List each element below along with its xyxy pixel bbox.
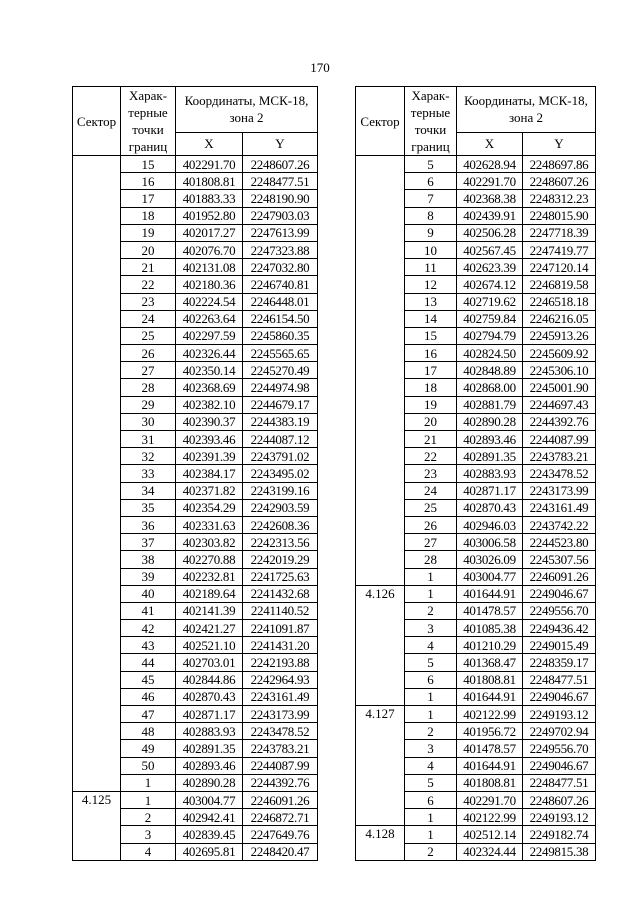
sector-cell: 4.125 [73, 791, 121, 860]
y-coordinate-cell: 2242019.29 [243, 551, 318, 568]
y-coordinate-cell: 2245609.92 [523, 345, 596, 362]
y-coordinate-cell: 2247903.03 [243, 207, 318, 224]
point-number-cell: 5 [405, 774, 457, 791]
header-characteristic-points [405, 87, 457, 156]
point-number-cell: 4 [405, 637, 457, 654]
x-coordinate-cell: 401478.57 [457, 602, 523, 619]
point-number-cell: 31 [121, 431, 176, 448]
point-number-cell: 7 [405, 190, 457, 207]
x-coordinate-cell: 402232.81 [176, 568, 243, 585]
y-coordinate-cell: 2244679.17 [243, 396, 318, 413]
point-number-cell: 3 [405, 620, 457, 637]
point-number-cell: 38 [121, 551, 176, 568]
point-number-cell: 47 [121, 706, 176, 723]
point-number-cell: 6 [405, 791, 457, 808]
y-coordinate-cell: 2244087.12 [243, 431, 318, 448]
y-coordinate-cell: 2243173.99 [523, 482, 596, 499]
x-coordinate-cell: 402719.62 [457, 293, 523, 310]
point-number-cell: 30 [121, 413, 176, 430]
y-coordinate-cell: 2247649.76 [243, 826, 318, 843]
point-number-cell: 48 [121, 723, 176, 740]
table-row [73, 791, 318, 808]
y-coordinate-cell: 2245913.26 [523, 327, 596, 344]
point-number-cell: 49 [121, 740, 176, 757]
point-number-cell: 43 [121, 637, 176, 654]
y-coordinate-cell: 2244392.76 [523, 413, 596, 430]
x-coordinate-cell: 403004.77 [176, 791, 243, 808]
point-number-cell: 37 [121, 534, 176, 551]
point-number-cell: 22 [121, 276, 176, 293]
point-number-cell: 1 [405, 809, 457, 826]
x-coordinate-cell: 402371.82 [176, 482, 243, 499]
point-number-cell: 26 [405, 516, 457, 533]
sector-cell: 4.128 [356, 826, 405, 860]
y-coordinate-cell: 2246091.26 [243, 791, 318, 808]
point-number-cell: 18 [121, 207, 176, 224]
y-coordinate-cell: 2244383.19 [243, 413, 318, 430]
header-y: Y [523, 132, 596, 155]
point-number-cell: 35 [121, 499, 176, 516]
point-number-cell: 27 [405, 534, 457, 551]
coordinates-table-left [72, 86, 318, 861]
y-coordinate-cell: 2248477.51 [523, 774, 596, 791]
y-coordinate-cell: 2243199.16 [243, 482, 318, 499]
x-coordinate-cell: 402890.28 [176, 774, 243, 791]
header-characteristic-points-label: Харак-терные точки границ [128, 88, 168, 154]
sector-cell [356, 156, 405, 586]
point-number-cell: 2 [405, 602, 457, 619]
y-coordinate-cell: 2249015.49 [523, 637, 596, 654]
point-number-cell: 23 [405, 465, 457, 482]
x-coordinate-cell: 402893.46 [176, 757, 243, 774]
point-number-cell: 17 [405, 362, 457, 379]
x-coordinate-cell: 401808.81 [457, 774, 523, 791]
y-coordinate-cell: 2248190.90 [243, 190, 318, 207]
point-number-cell: 15 [121, 156, 176, 173]
y-coordinate-cell: 2249182.74 [523, 826, 596, 843]
point-number-cell: 21 [121, 259, 176, 276]
x-coordinate-cell: 402076.70 [176, 241, 243, 258]
x-coordinate-cell: 401644.91 [457, 585, 523, 602]
point-number-cell: 19 [405, 396, 457, 413]
x-coordinate-cell: 402674.12 [457, 276, 523, 293]
x-coordinate-cell: 402326.44 [176, 345, 243, 362]
y-coordinate-cell: 2247032.80 [243, 259, 318, 276]
x-coordinate-cell: 402291.70 [457, 791, 523, 808]
y-coordinate-cell: 2249436.42 [523, 620, 596, 637]
y-coordinate-cell: 2249046.67 [523, 757, 596, 774]
x-coordinate-cell: 403006.58 [457, 534, 523, 551]
point-number-cell: 44 [121, 654, 176, 671]
y-coordinate-cell: 2244087.99 [243, 757, 318, 774]
x-coordinate-cell: 402439.91 [457, 207, 523, 224]
point-number-cell: 14 [405, 310, 457, 327]
point-number-cell: 4 [121, 843, 176, 860]
x-coordinate-cell: 401210.29 [457, 637, 523, 654]
y-coordinate-cell: 2249556.70 [523, 602, 596, 619]
sector-cell: 4.126 [356, 585, 405, 705]
point-number-cell: 2 [405, 843, 457, 860]
y-coordinate-cell: 2246518.18 [523, 293, 596, 310]
point-number-cell: 16 [405, 345, 457, 362]
y-coordinate-cell: 2249193.12 [523, 706, 596, 723]
y-coordinate-cell: 2242608.36 [243, 516, 318, 533]
y-coordinate-cell: 2247419.77 [523, 241, 596, 258]
page-number: 170 [310, 60, 330, 75]
y-coordinate-cell: 2245270.49 [243, 362, 318, 379]
x-coordinate-cell: 402868.00 [457, 379, 523, 396]
point-number-cell: 2 [121, 809, 176, 826]
table-row [356, 585, 596, 602]
y-coordinate-cell: 2241091.87 [243, 620, 318, 637]
x-coordinate-cell: 402384.17 [176, 465, 243, 482]
point-number-cell: 19 [121, 224, 176, 241]
y-coordinate-cell: 2244392.76 [243, 774, 318, 791]
y-coordinate-cell: 2249702.94 [523, 723, 596, 740]
x-coordinate-cell: 402512.14 [457, 826, 523, 843]
point-number-cell: 40 [121, 585, 176, 602]
y-coordinate-cell: 2249046.67 [523, 585, 596, 602]
x-coordinate-cell: 402844.86 [176, 671, 243, 688]
y-coordinate-cell: 2243495.02 [243, 465, 318, 482]
y-coordinate-cell: 2248607.26 [523, 173, 596, 190]
x-coordinate-cell: 402628.94 [457, 156, 523, 173]
coordinates-table-right [355, 86, 596, 861]
y-coordinate-cell: 2245001.90 [523, 379, 596, 396]
header-coords-label: Координаты, МСК-18, зона 2 [464, 93, 588, 126]
point-number-cell: 17 [121, 190, 176, 207]
x-coordinate-cell: 402870.43 [457, 499, 523, 516]
table-body-right [356, 156, 596, 861]
header-x: X [457, 132, 523, 155]
point-number-cell: 39 [121, 568, 176, 585]
y-coordinate-cell: 2249556.70 [523, 740, 596, 757]
y-coordinate-cell: 2248359.17 [523, 654, 596, 671]
y-coordinate-cell: 2241140.52 [243, 602, 318, 619]
x-coordinate-cell: 401808.81 [176, 173, 243, 190]
x-coordinate-cell: 402393.46 [176, 431, 243, 448]
point-number-cell: 1 [405, 826, 457, 843]
y-coordinate-cell: 2243478.52 [523, 465, 596, 482]
point-number-cell: 50 [121, 757, 176, 774]
point-number-cell: 15 [405, 327, 457, 344]
x-coordinate-cell: 402421.27 [176, 620, 243, 637]
y-coordinate-cell: 2243742.22 [523, 516, 596, 533]
y-coordinate-cell: 2246091.26 [523, 568, 596, 585]
point-number-cell: 25 [121, 327, 176, 344]
point-number-cell: 23 [121, 293, 176, 310]
x-coordinate-cell: 402297.59 [176, 327, 243, 344]
x-coordinate-cell: 402324.44 [457, 843, 523, 860]
y-coordinate-cell: 2248697.86 [523, 156, 596, 173]
x-coordinate-cell: 402368.69 [176, 379, 243, 396]
y-coordinate-cell: 2244087.99 [523, 431, 596, 448]
x-coordinate-cell: 402368.38 [457, 190, 523, 207]
y-coordinate-cell: 2248312.23 [523, 190, 596, 207]
x-coordinate-cell: 402131.08 [176, 259, 243, 276]
y-coordinate-cell: 2245306.10 [523, 362, 596, 379]
point-number-cell: 18 [405, 379, 457, 396]
point-number-cell: 28 [121, 379, 176, 396]
point-number-cell: 26 [121, 345, 176, 362]
point-number-cell: 20 [405, 413, 457, 430]
x-coordinate-cell: 402703.01 [176, 654, 243, 671]
point-number-cell: 2 [405, 723, 457, 740]
x-coordinate-cell: 402180.36 [176, 276, 243, 293]
point-number-cell: 1 [121, 774, 176, 791]
point-number-cell: 5 [405, 654, 457, 671]
x-coordinate-cell: 401952.80 [176, 207, 243, 224]
x-coordinate-cell: 402695.81 [176, 843, 243, 860]
y-coordinate-cell: 2248607.26 [243, 156, 318, 173]
header-characteristic-points-label: Харак-терные точки границ [410, 88, 451, 154]
header-sector: Сектор [73, 87, 121, 156]
x-coordinate-cell: 402881.79 [457, 396, 523, 413]
x-coordinate-cell: 402224.54 [176, 293, 243, 310]
x-coordinate-cell: 402506.28 [457, 224, 523, 241]
y-coordinate-cell: 2243161.49 [243, 688, 318, 705]
y-coordinate-cell: 2241431.20 [243, 637, 318, 654]
header-x: X [176, 132, 243, 155]
x-coordinate-cell: 402122.99 [457, 706, 523, 723]
x-coordinate-cell: 402848.89 [457, 362, 523, 379]
header-coords [176, 87, 318, 133]
x-coordinate-cell: 402391.39 [176, 448, 243, 465]
y-coordinate-cell: 2248607.26 [523, 791, 596, 808]
point-number-cell: 29 [121, 396, 176, 413]
point-number-cell: 46 [121, 688, 176, 705]
point-number-cell: 36 [121, 516, 176, 533]
y-coordinate-cell: 2247323.88 [243, 241, 318, 258]
header-y: Y [243, 132, 318, 155]
point-number-cell: 33 [121, 465, 176, 482]
x-coordinate-cell: 402891.35 [457, 448, 523, 465]
y-coordinate-cell: 2245565.65 [243, 345, 318, 362]
sector-cell [73, 156, 121, 792]
x-coordinate-cell: 402354.29 [176, 499, 243, 516]
point-number-cell: 16 [121, 173, 176, 190]
point-number-cell: 11 [405, 259, 457, 276]
y-coordinate-cell: 2249193.12 [523, 809, 596, 826]
x-coordinate-cell: 402189.64 [176, 585, 243, 602]
point-number-cell: 1 [405, 688, 457, 705]
header-coords-label: Координаты, МСК-18, зона 2 [184, 93, 309, 126]
y-coordinate-cell: 2243783.21 [523, 448, 596, 465]
x-coordinate-cell: 402350.14 [176, 362, 243, 379]
point-number-cell: 1 [405, 568, 457, 585]
x-coordinate-cell: 401368.47 [457, 654, 523, 671]
y-coordinate-cell: 2244523.80 [523, 534, 596, 551]
point-number-cell: 5 [405, 156, 457, 173]
point-number-cell: 20 [121, 241, 176, 258]
y-coordinate-cell: 2249815.38 [523, 843, 596, 860]
x-coordinate-cell: 402303.82 [176, 534, 243, 551]
x-coordinate-cell: 402390.37 [176, 413, 243, 430]
x-coordinate-cell: 402839.45 [176, 826, 243, 843]
point-number-cell: 13 [405, 293, 457, 310]
point-number-cell: 45 [121, 671, 176, 688]
y-coordinate-cell: 2243173.99 [243, 706, 318, 723]
x-coordinate-cell: 401883.33 [176, 190, 243, 207]
point-number-cell: 21 [405, 431, 457, 448]
header-sector: Сектор [356, 87, 405, 156]
y-coordinate-cell: 2243791.02 [243, 448, 318, 465]
x-coordinate-cell: 401644.91 [457, 688, 523, 705]
y-coordinate-cell: 2246216.05 [523, 310, 596, 327]
x-coordinate-cell: 402263.64 [176, 310, 243, 327]
x-coordinate-cell: 402291.70 [457, 173, 523, 190]
y-coordinate-cell: 2248420.47 [243, 843, 318, 860]
x-coordinate-cell: 403004.77 [457, 568, 523, 585]
point-number-cell: 1 [121, 791, 176, 808]
x-coordinate-cell: 401808.81 [457, 671, 523, 688]
point-number-cell: 24 [405, 482, 457, 499]
point-number-cell: 3 [121, 826, 176, 843]
y-coordinate-cell: 2244974.98 [243, 379, 318, 396]
point-number-cell: 9 [405, 224, 457, 241]
x-coordinate-cell: 402141.39 [176, 602, 243, 619]
y-coordinate-cell: 2247120.14 [523, 259, 596, 276]
table-row [356, 826, 596, 843]
x-coordinate-cell: 401956.72 [457, 723, 523, 740]
point-number-cell: 1 [405, 706, 457, 723]
point-number-cell: 32 [121, 448, 176, 465]
y-coordinate-cell: 2248015.90 [523, 207, 596, 224]
y-coordinate-cell: 2242193.88 [243, 654, 318, 671]
x-coordinate-cell: 401644.91 [457, 757, 523, 774]
sector-cell: 4.127 [356, 706, 405, 826]
x-coordinate-cell: 402623.39 [457, 259, 523, 276]
y-coordinate-cell: 2246740.81 [243, 276, 318, 293]
y-coordinate-cell: 2246154.50 [243, 310, 318, 327]
x-coordinate-cell: 402331.63 [176, 516, 243, 533]
point-number-cell: 25 [405, 499, 457, 516]
x-coordinate-cell: 402291.70 [176, 156, 243, 173]
point-number-cell: 27 [121, 362, 176, 379]
point-number-cell: 6 [405, 671, 457, 688]
y-coordinate-cell: 2245307.56 [523, 551, 596, 568]
point-number-cell: 3 [405, 740, 457, 757]
x-coordinate-cell: 402017.27 [176, 224, 243, 241]
point-number-cell: 10 [405, 241, 457, 258]
x-coordinate-cell: 402942.41 [176, 809, 243, 826]
table-row [356, 706, 596, 723]
y-coordinate-cell: 2242313.56 [243, 534, 318, 551]
x-coordinate-cell: 403026.09 [457, 551, 523, 568]
x-coordinate-cell: 402794.79 [457, 327, 523, 344]
table-body-left [73, 156, 318, 861]
y-coordinate-cell: 2246872.71 [243, 809, 318, 826]
x-coordinate-cell: 402567.45 [457, 241, 523, 258]
x-coordinate-cell: 402122.99 [457, 809, 523, 826]
x-coordinate-cell: 402946.03 [457, 516, 523, 533]
point-number-cell: 22 [405, 448, 457, 465]
point-number-cell: 41 [121, 602, 176, 619]
y-coordinate-cell: 2247718.39 [523, 224, 596, 241]
point-number-cell: 8 [405, 207, 457, 224]
x-coordinate-cell: 402891.35 [176, 740, 243, 757]
table-row [73, 156, 318, 173]
x-coordinate-cell: 402759.84 [457, 310, 523, 327]
y-coordinate-cell: 2242903.59 [243, 499, 318, 516]
y-coordinate-cell: 2244697.43 [523, 396, 596, 413]
y-coordinate-cell: 2246448.01 [243, 293, 318, 310]
point-number-cell: 34 [121, 482, 176, 499]
y-coordinate-cell: 2248477.51 [523, 671, 596, 688]
point-number-cell: 42 [121, 620, 176, 637]
y-coordinate-cell: 2249046.67 [523, 688, 596, 705]
y-coordinate-cell: 2241432.68 [243, 585, 318, 602]
x-coordinate-cell: 402521.10 [176, 637, 243, 654]
y-coordinate-cell: 2242964.93 [243, 671, 318, 688]
x-coordinate-cell: 402890.28 [457, 413, 523, 430]
x-coordinate-cell: 402893.46 [457, 431, 523, 448]
x-coordinate-cell: 402270.88 [176, 551, 243, 568]
x-coordinate-cell: 401478.57 [457, 740, 523, 757]
table-row [356, 156, 596, 173]
y-coordinate-cell: 2241725.63 [243, 568, 318, 585]
x-coordinate-cell: 402883.93 [176, 723, 243, 740]
y-coordinate-cell: 2243478.52 [243, 723, 318, 740]
point-number-cell: 6 [405, 173, 457, 190]
x-coordinate-cell: 402382.10 [176, 396, 243, 413]
y-coordinate-cell: 2247613.99 [243, 224, 318, 241]
y-coordinate-cell: 2245860.35 [243, 327, 318, 344]
x-coordinate-cell: 402871.17 [176, 706, 243, 723]
x-coordinate-cell: 402871.17 [457, 482, 523, 499]
y-coordinate-cell: 2243783.21 [243, 740, 318, 757]
point-number-cell: 12 [405, 276, 457, 293]
x-coordinate-cell: 402824.50 [457, 345, 523, 362]
header-coords [457, 87, 596, 133]
x-coordinate-cell: 402870.43 [176, 688, 243, 705]
x-coordinate-cell: 402883.93 [457, 465, 523, 482]
y-coordinate-cell: 2243161.49 [523, 499, 596, 516]
x-coordinate-cell: 401085.38 [457, 620, 523, 637]
y-coordinate-cell: 2246819.58 [523, 276, 596, 293]
point-number-cell: 1 [405, 585, 457, 602]
y-coordinate-cell: 2248477.51 [243, 173, 318, 190]
point-number-cell: 4 [405, 757, 457, 774]
point-number-cell: 28 [405, 551, 457, 568]
header-characteristic-points [121, 87, 176, 156]
point-number-cell: 24 [121, 310, 176, 327]
